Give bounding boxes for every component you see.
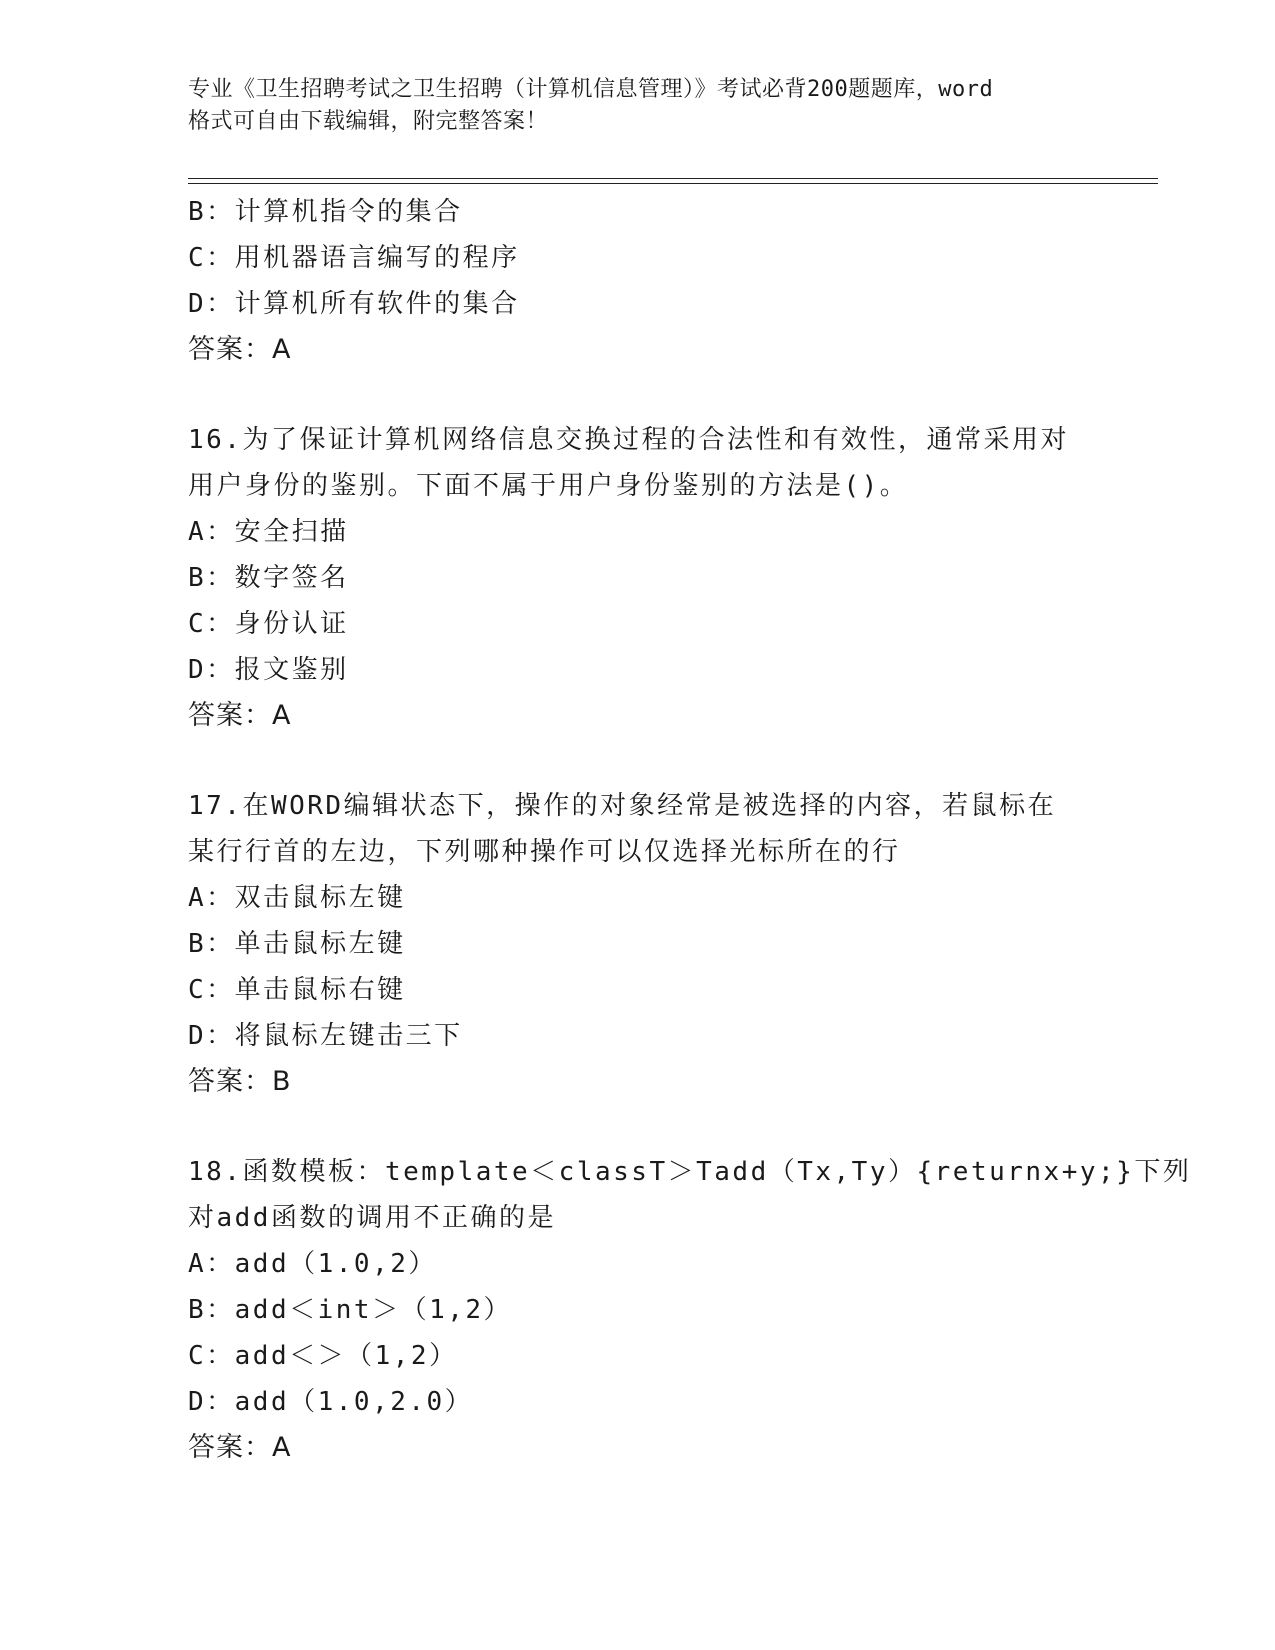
answer: 答案：A	[188, 334, 292, 365]
header-line-2: 格式可自由下载编辑，附完整答案！	[188, 109, 549, 134]
prev-question	[188, 189, 1088, 373]
header-line-1: 专业《卫生招聘考试之卫生招聘（计算机信息管理）》考试必背200题题库，word	[188, 77, 994, 102]
question-stem: 用户身份的鉴别。下面不属于用户身份鉴别的方法是()。	[188, 471, 909, 501]
answer: 答案：A	[188, 1432, 292, 1463]
option-c: C：单击鼠标右键	[188, 975, 406, 1005]
header-divider-top	[188, 178, 1158, 179]
option-d: D：报文鉴别	[188, 655, 349, 685]
answer: 答案：A	[188, 700, 292, 731]
question-stem: 对add函数的调用不正确的是	[188, 1203, 556, 1233]
option-a: A：add（1.0,2）	[188, 1249, 437, 1279]
question-17	[188, 783, 1088, 1105]
question-list	[188, 189, 1192, 1471]
header-divider-bottom	[188, 183, 1158, 184]
option-b: B：单击鼠标左键	[188, 929, 406, 959]
option-d: D：计算机所有软件的集合	[188, 289, 520, 319]
option-c: C：用机器语言编写的程序	[188, 243, 520, 273]
question-16	[188, 417, 1088, 739]
answer: 答案：B	[188, 1066, 292, 1097]
question-stem: 17.在WORD编辑状态下，操作的对象经常是被选择的内容，若鼠标在	[188, 791, 1057, 821]
option-b: B：add＜int＞（1,2）	[188, 1295, 513, 1325]
question-stem: 某行行首的左边，下列哪种操作可以仅选择光标所在的行	[188, 837, 901, 867]
option-b: B：数字签名	[188, 563, 349, 593]
question-18	[188, 1149, 1192, 1471]
question-stem: 16.为了保证计算机网络信息交换过程的合法性和有效性，通常采用对	[188, 425, 1069, 455]
option-c: C：add＜＞（1,2）	[188, 1341, 458, 1371]
question-stem: 18.函数模板：template＜classT＞Tadd（Tx,Ty）{returnx+y;}下列	[188, 1157, 1192, 1187]
option-d: D：将鼠标左键击三下	[188, 1021, 463, 1051]
option-d: D：add（1.0,2.0）	[188, 1387, 474, 1417]
option-b: B：计算机指令的集合	[188, 197, 463, 227]
option-c: C：身份认证	[188, 609, 349, 639]
option-a: A：安全扫描	[188, 517, 349, 547]
option-a: A：双击鼠标左键	[188, 883, 406, 913]
document-header	[188, 74, 1088, 138]
